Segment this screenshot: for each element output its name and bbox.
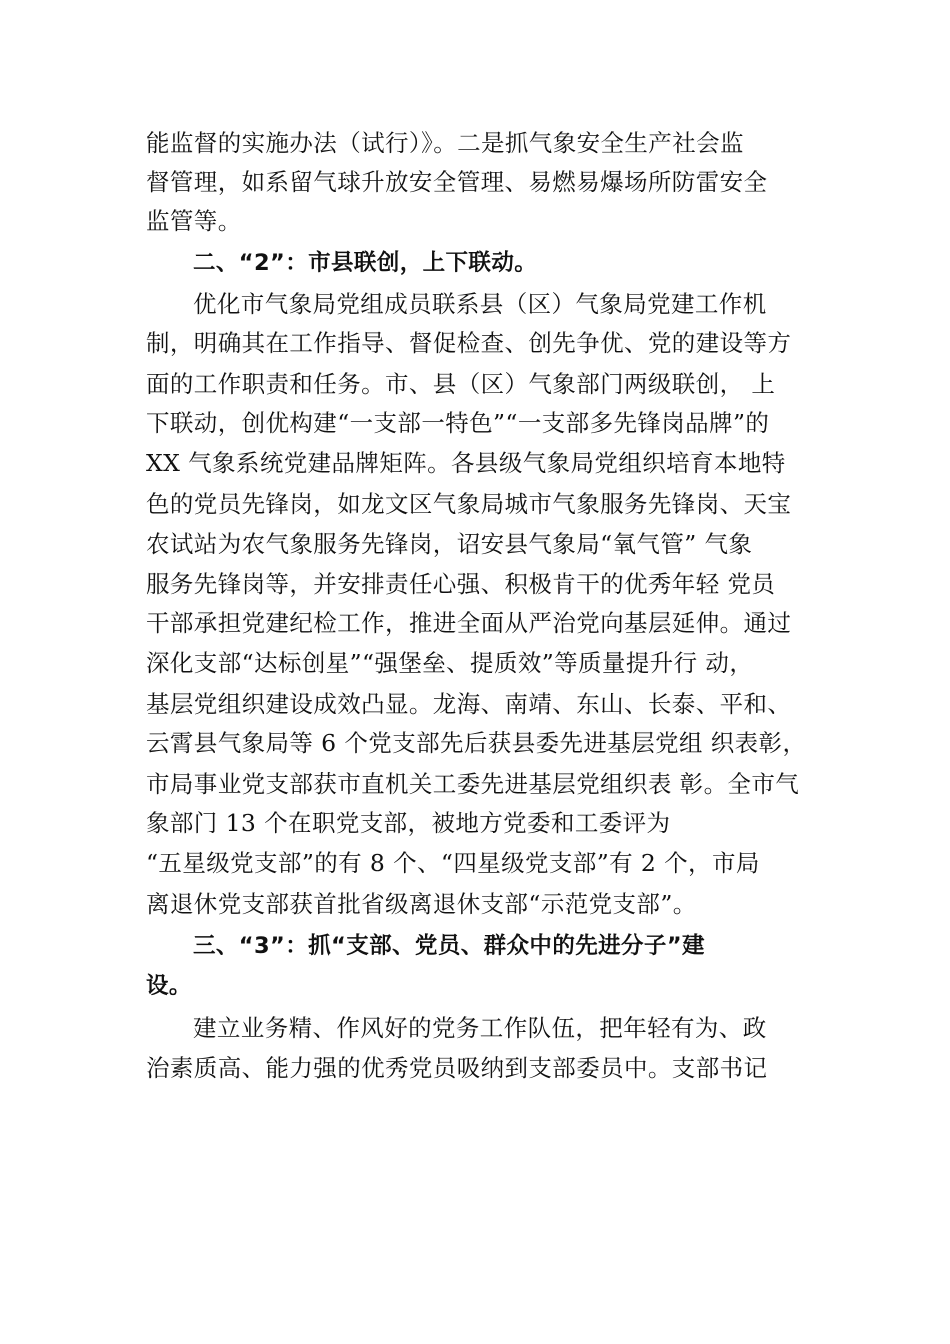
paragraph-line: 农试站为农气象服务先锋岗，诏安县气象局“氧气管” 气象	[146, 530, 753, 558]
paragraph-line: 色的党员先锋岗，如龙文区气象局城市气象服务先锋岗、天宝	[146, 490, 792, 518]
paragraph-line: 监管等。	[146, 207, 242, 235]
paragraph-line: 深化支部“达标创星”“强堡垒、提质效”等质量提升行 动，	[146, 649, 754, 677]
paragraph-line: 服务先锋岗等，并安排责任心强、积极肯干的优秀年轻 党员	[146, 570, 776, 598]
paragraph-line: 建立业务精、作风好的党务工作队伍，把年轻有为、政	[193, 1014, 767, 1042]
paragraph-line: 面的工作职责和任务。市、县（区）气象部门两级联创， 上	[146, 370, 776, 398]
paragraph-line: 治素质高、能力强的优秀党员吸纳到支部委员中。支部书记	[146, 1054, 768, 1082]
paragraph-line: 能监督的实施办法（试行）》。二是抓气象安全生产社会监	[146, 129, 744, 157]
paragraph-line: 干部承担党建纪检工作，推进全面从严治党向基层延伸。通过	[146, 609, 792, 637]
paragraph-line: 督管理，如系留气球升放安全管理、易燃易爆场所防雷安全	[146, 168, 768, 196]
paragraph-line: 市局事业党支部获市直机关工委先进基层党组织表 彰。全市气	[146, 770, 800, 798]
paragraph-line: XX 气象系统党建品牌矩阵。各县级气象局党组织培育本地特	[146, 449, 786, 477]
paragraph-line: 优化市气象局党组成员联系县（区）气象局党建工作机	[193, 290, 767, 318]
paragraph-line: 离退休党支部获首批省级离退休支部“示范党支部”。	[146, 890, 697, 918]
paragraph-line: 象部门 13 个在职党支部，被地方党委和工委评为	[146, 809, 671, 837]
paragraph-line: 制，明确其在工作指导、督促检查、创先争优、党的建设等方	[146, 329, 792, 357]
paragraph-line: 基层党组织建设成效凸显。龙海、南靖、东山、长泰、平和、	[146, 690, 792, 718]
section-heading-3-continued: 设。	[146, 973, 192, 999]
paragraph-line: “五星级党支部”的有 8 个、“四星级党支部”有 2 个，市局	[146, 849, 760, 877]
section-heading-2: 二、“2”：市县联创，上下联动。	[193, 250, 538, 276]
section-heading-3: 三、“3”：抓“支部、党员、群众中的先进分子”建	[193, 933, 705, 959]
paragraph-line: 下联动，创优构建“一支部一特色”“一支部多先锋岗品牌”的	[146, 409, 770, 437]
paragraph-line: 云霄县气象局等 6 个党支部先后获县委先进基层党组 织表彰，	[146, 729, 807, 757]
